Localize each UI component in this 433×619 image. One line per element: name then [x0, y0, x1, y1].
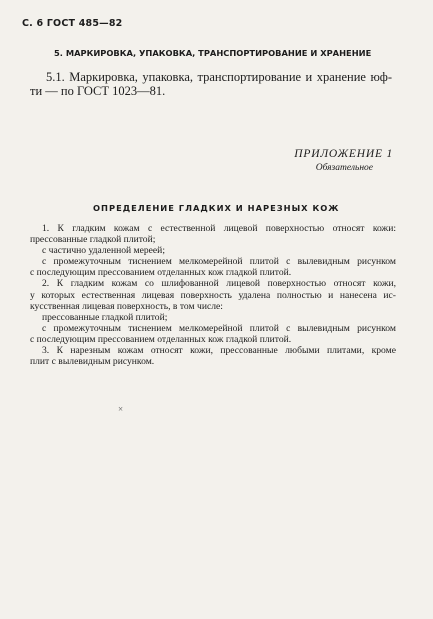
section-paragraph-line-2: ти — по ГОСТ 1023—81. [30, 84, 166, 98]
section-paragraph-line-1: 5.1. Маркировка, упаковка, транспортирование и хранение юф- [46, 70, 392, 84]
p3-line-1: 3. К нарезным кожам относят кожи, прессованные любыми плитами, кроме [42, 345, 396, 357]
p1-line-3: с частично удаленной мереей; [42, 245, 165, 257]
definition-title: ОПРЕДЕЛЕНИЕ ГЛАДКИХ И НАРЕЗНЫХ КОЖ [93, 203, 340, 213]
stray-mark: × [118, 404, 124, 414]
p1-line-5: с последующим прессованием отделанных кож гладкой плитой. [30, 267, 292, 279]
p1-line-2: прессованные гладкой плитой; [30, 234, 156, 246]
p2-line-1: 2. К гладким кожам со шлифованной лицевой поверхностью относят кожи, [42, 278, 396, 290]
appendix-title: ПРИЛОЖЕНИЕ 1 [294, 148, 393, 160]
p1-line-4: с промежуточным тиснением мелкомерейной плитой с вылевидным рисунком [42, 256, 396, 268]
appendix-subtitle: Обязательное [315, 163, 373, 173]
p1-line-1: 1. К гладким кожам с естественной лицевой поверхностью относят кожи: [42, 223, 396, 234]
p3-line-2: плит с вылевидным рисунком. [30, 356, 155, 368]
p2-line-6: с последующим прессованием отделанных кож гладкой плитой. [30, 333, 292, 345]
p2-line-4: прессованные гладкой плитой; [42, 311, 168, 323]
section-paragraph [30, 70, 392, 98]
page-header: С. 6 ГОСТ 485—82 [22, 18, 123, 29]
p2-line-3: кусственная лицевая поверхность, в том числе: [30, 300, 223, 312]
p2-line-5: с промежуточным тиснением мелкомерейной плитой с вылевидным рисунком [42, 322, 396, 334]
definition-body [30, 223, 396, 367]
p2-line-2: у которых естественная лицевая поверхность удалена полностью и нанесена ис- [30, 289, 396, 301]
section-title: 5. МАРКИРОВКА, УПАКОВКА, ТРАНСПОРТИРОВАНИЕ И ХРАНЕНИЕ [54, 48, 372, 58]
